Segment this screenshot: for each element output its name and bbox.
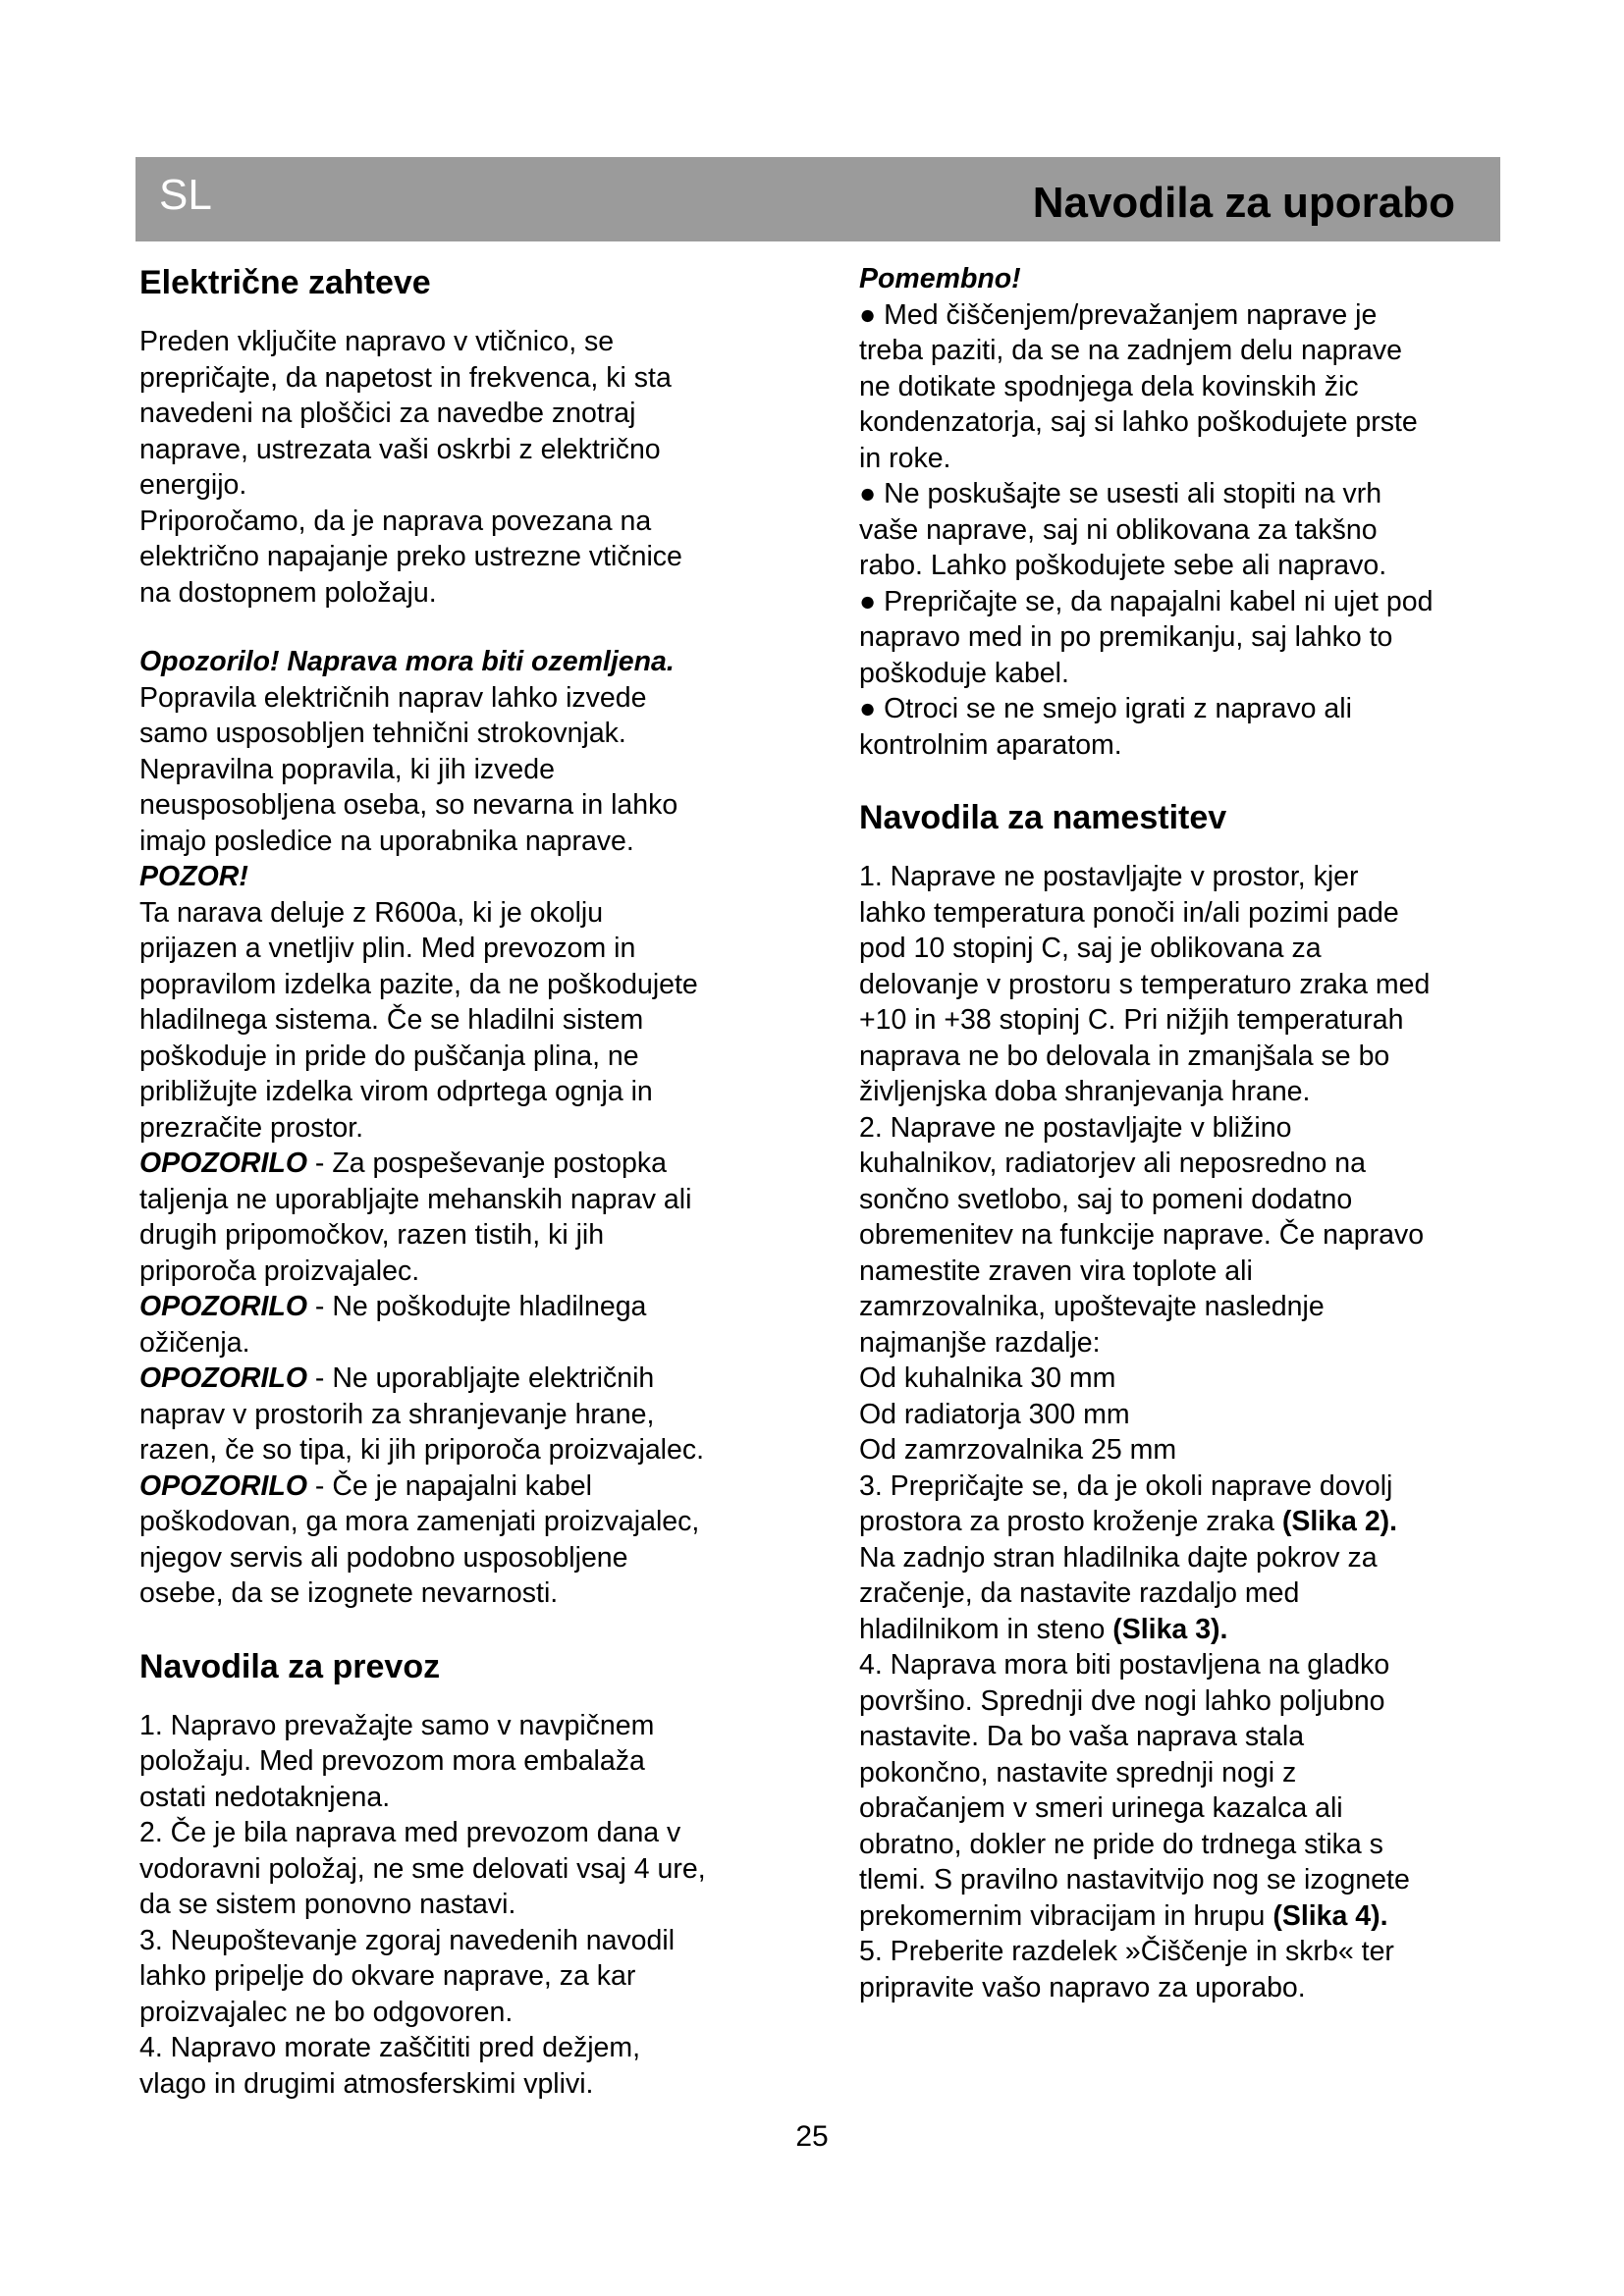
text-line: ● Prepričajte se, da napajalni kabel ni ujet pod <box>859 585 1434 617</box>
text-line: približujte izdelka virom odprtega ognja in <box>139 1076 653 1107</box>
text-line: Popravila električnih naprav lahko izvede <box>139 681 647 714</box>
text-line: prepričajte, da napetost in frekvenca, ki sta <box>139 361 672 394</box>
text-line: namestite zraven vira toplote ali <box>859 1255 1253 1287</box>
installation-figure-2-line: prostora za prosto kroženje zraka (Slika 2). <box>859 1506 1398 1537</box>
text-line: prezračite prostor. <box>139 1111 364 1144</box>
important-bullets <box>859 297 1507 764</box>
text-line: ne dotikate spodnjega dela kovinskih žic <box>859 370 1359 402</box>
text-line: 2. Če je bila naprava med prevozom dana v <box>139 1817 681 1848</box>
figure-ref-3: (Slika 3). <box>1112 1613 1228 1645</box>
text-line: 4. Naprava mora biti postavljena na gladko <box>859 1649 1390 1681</box>
text-line: energijo. <box>139 469 247 501</box>
text-line: neusposobljena oseba, so nevarna in lahko <box>139 789 678 821</box>
warning-power-cable-text <box>139 1504 787 1612</box>
installation-figure-3-line: hladilnikom in steno (Slika 3). <box>859 1613 1228 1645</box>
right-column <box>859 261 1507 2005</box>
warning-wiring-text <box>139 1325 787 1362</box>
text-line: sončno svetlobo, saj to pomeni dodatno <box>859 1183 1353 1215</box>
text-line: obračanjem v smeri urinega kazalca ali <box>859 1792 1343 1824</box>
text-line: Priporočamo, da je naprava povezana na <box>139 505 652 537</box>
text-line: njegov servis ali podobno usposobljene <box>139 1541 628 1574</box>
text-line: samo usposobljen tehnični strokovnjak. <box>139 718 626 749</box>
text-line: obratno, dokler ne pride do trdnega stika s <box>859 1828 1383 1860</box>
warning-power-cable: OPOZORILO - Če je napajalni kabel <box>139 1469 592 1502</box>
text-line: pod 10 stopinj C, saj je oblikovana za <box>859 933 1322 964</box>
text-line: Nepravilna popravila, ki jih izvede <box>139 753 555 785</box>
text-line: ožičenja. <box>139 1326 250 1359</box>
text-line: poškodovan, ga mora zamenjati proizvajalec, <box>139 1506 700 1537</box>
warning-electrical-devices: OPOZORILO - Ne uporabljajte električnih <box>139 1362 655 1394</box>
warning-defrost: OPOZORILO - Za pospeševanje postopka <box>139 1148 667 1179</box>
text-line: kondenzatorja, saj si lahko poškodujete prste <box>859 406 1418 438</box>
text-line: pripravite vašo napravo za uporabo. <box>859 1971 1306 2003</box>
text-line: ostati nedotaknjena. <box>139 1781 391 1813</box>
warning-electrical-devices-text <box>139 1397 787 1468</box>
left-column <box>139 261 787 2102</box>
text-line: napravo med in po premikanju, saj lahko to <box>859 621 1393 653</box>
text-line: Od zamrzovalnika 25 mm <box>859 1434 1177 1466</box>
text-line: zamrzovalnika, upoštevajte naslednje <box>859 1291 1325 1322</box>
text-line: navedeni na ploščici za navedbe znotraj <box>139 398 636 429</box>
text-line: delovanje v prostoru s temperaturo zraka med <box>859 968 1431 1000</box>
page-title: Navodila za uporabo <box>1032 179 1455 227</box>
repairs-paragraph <box>139 680 787 860</box>
text-line: življenjska doba shranjevanja hrane. <box>859 1076 1311 1107</box>
warning-label: OPOZORILO <box>139 1291 307 1322</box>
pozor-label: POZOR! <box>139 861 248 892</box>
text-line: in roke. <box>859 442 951 474</box>
text-line: lahko temperatura ponoči in/ali pozimi pade <box>859 896 1399 929</box>
text-line: površino. Sprednji dve nogi lahko poljubno <box>859 1684 1385 1717</box>
text-line: popravilom izdelka pazite, da ne poškodujete <box>139 968 698 1000</box>
text-line: najmanjše razdalje: <box>859 1326 1101 1359</box>
text-line: rabo. Lahko poškodujete sebe ali napravo. <box>859 550 1387 581</box>
text-line: treba paziti, da se na zadnjem delu naprave <box>859 335 1402 366</box>
text-line: ● Otroci se ne smejo igrati z napravo ali <box>859 693 1352 724</box>
text-line: kuhalnikov, radiatorjev ali neposredno na <box>859 1148 1366 1179</box>
section-heading-installation: Navodila za namestitev <box>859 799 1227 836</box>
text-line: hladilnega sistema. Če se hladilni sistem <box>139 1004 644 1036</box>
text-line: Na zadnjo stran hladilnika dajte pokrov za <box>859 1541 1378 1574</box>
text-line: tlemi. S pravilno nastavitvijo nog se izognete <box>859 1864 1410 1896</box>
text-line: 2. Naprave ne postavljajte v bližino <box>859 1111 1292 1144</box>
section-heading-transport: Navodila za prevoz <box>139 1647 441 1685</box>
grounding-warning: Opozorilo! Naprava mora biti ozemljena. <box>139 646 675 677</box>
warning-label: OPOZORILO <box>139 1469 307 1502</box>
text-line: pokončno, nastavite sprednji nogi z <box>859 1756 1297 1789</box>
installation-step-3-cont <box>859 1540 1507 1612</box>
text-line: Od kuhalnika 30 mm <box>859 1362 1116 1394</box>
transport-instructions <box>139 1708 787 2103</box>
text-line: osebe, da se izognete nevarnosti. <box>139 1577 559 1609</box>
text-line: nastavite. Da bo vaša naprava stala <box>859 1721 1305 1752</box>
warning-label: OPOZORILO <box>139 1362 307 1394</box>
text-line: položaju. Med prevozom mora embalaža <box>139 1745 645 1777</box>
text-line: naprava ne bo delovala in zmanjšala se bo <box>859 1040 1390 1072</box>
text-line: razen, če so tipa, ki jih priporoča proizvajalec. <box>139 1434 705 1466</box>
text-line: vlago in drugimi atmosferskimi vplivi. <box>139 2067 594 2100</box>
section-heading-electrical: Električne zahteve <box>139 264 431 301</box>
text-line: vaše naprave, saj ni oblikovana za takšno <box>859 513 1378 546</box>
text-line: priporoča proizvajalec. <box>139 1255 420 1287</box>
page-number: 25 <box>795 2120 829 2153</box>
electrical-paragraph <box>139 324 787 611</box>
language-code: SL <box>159 171 212 219</box>
text-line: imajo posledice na uporabnika naprave. <box>139 825 634 857</box>
refrigerant-paragraph <box>139 895 787 1147</box>
text-line: zračenje, da nastavite razdaljo med <box>859 1577 1300 1609</box>
installation-steps-1-3 <box>859 859 1507 1504</box>
figure-ref-4: (Slika 4). <box>1272 1899 1388 1932</box>
text-line: poškoduje kabel. <box>859 657 1069 689</box>
text-line: 4. Napravo morate zaščititi pred dežjem, <box>139 2032 641 2063</box>
text-line: 1. Napravo prevažajte samo v navpičnem <box>139 1709 655 1741</box>
text-line: naprave, ustrezata vaši oskrbi z električno <box>139 433 661 465</box>
text-line: poškoduje in pride do puščanja plina, ne <box>139 1040 639 1072</box>
header-bar <box>135 157 1500 241</box>
text-line: ● Med čiščenjem/prevažanjem naprave je <box>859 298 1378 331</box>
text-line: Preden vključite napravo v vtičnico, se <box>139 326 615 357</box>
text-line: Ta narava deluje z R600a, ki je okolju <box>139 896 604 929</box>
text-line: taljenja ne uporabljajte mehanskih naprav ali <box>139 1183 692 1215</box>
text-line: +10 in +38 stopinj C. Pri nižjih temperaturah <box>859 1004 1404 1036</box>
warning-label: OPOZORILO <box>139 1148 307 1179</box>
text-line: Od radiatorja 300 mm <box>859 1398 1130 1430</box>
text-line: 5. Preberite razdelek »Čiščenje in skrb« ter <box>859 1936 1394 1967</box>
installation-step-4 <box>859 1647 1507 1898</box>
text-line: ● Ne poskušajte se usesti ali stopiti na vrh <box>859 478 1382 509</box>
text-line: prijazen a vnetljiv plin. Med prevozom in <box>139 933 636 964</box>
text-line: naprav v prostorih za shranjevanje hrane, <box>139 1398 655 1430</box>
warning-wiring: OPOZORILO - Ne poškodujte hladilnega <box>139 1291 647 1322</box>
text-line: 3. Prepričajte se, da je okoli naprave dovolj <box>859 1469 1393 1502</box>
warning-defrost-text <box>139 1182 787 1290</box>
text-line: obremenitev na funkcije naprave. Če napravo <box>859 1219 1425 1251</box>
important-label: Pomembno! <box>859 263 1021 294</box>
text-line: na dostopnem položaju. <box>139 576 437 609</box>
text-line: kontrolnim aparatom. <box>859 728 1122 761</box>
text-line: lahko pripelje do okvare naprave, za kar <box>139 1960 636 1992</box>
text-line: 1. Naprave ne postavljajte v prostor, kjer <box>859 861 1359 892</box>
installation-step-5 <box>859 1934 1507 2005</box>
figure-ref-2: (Slika 2). <box>1281 1506 1398 1537</box>
text-line: da se sistem ponovno nastavi. <box>139 1889 516 1920</box>
installation-figure-4-line: prekomernim vibracijam in hrupu (Slika 4). <box>859 1899 1388 1932</box>
text-line: drugih pripomočkov, razen tistih, ki jih <box>139 1219 605 1251</box>
text-line: električno napajanje preko ustrezne vtičnice <box>139 541 682 572</box>
text-line: vodoravni položaj, ne sme delovati vsaj 4 ure, <box>139 1852 706 1885</box>
text-line: proizvajalec ne bo odgovoren. <box>139 1996 514 2028</box>
text-line: 3. Neupoštevanje zgoraj navedenih navodil <box>139 1924 676 1956</box>
